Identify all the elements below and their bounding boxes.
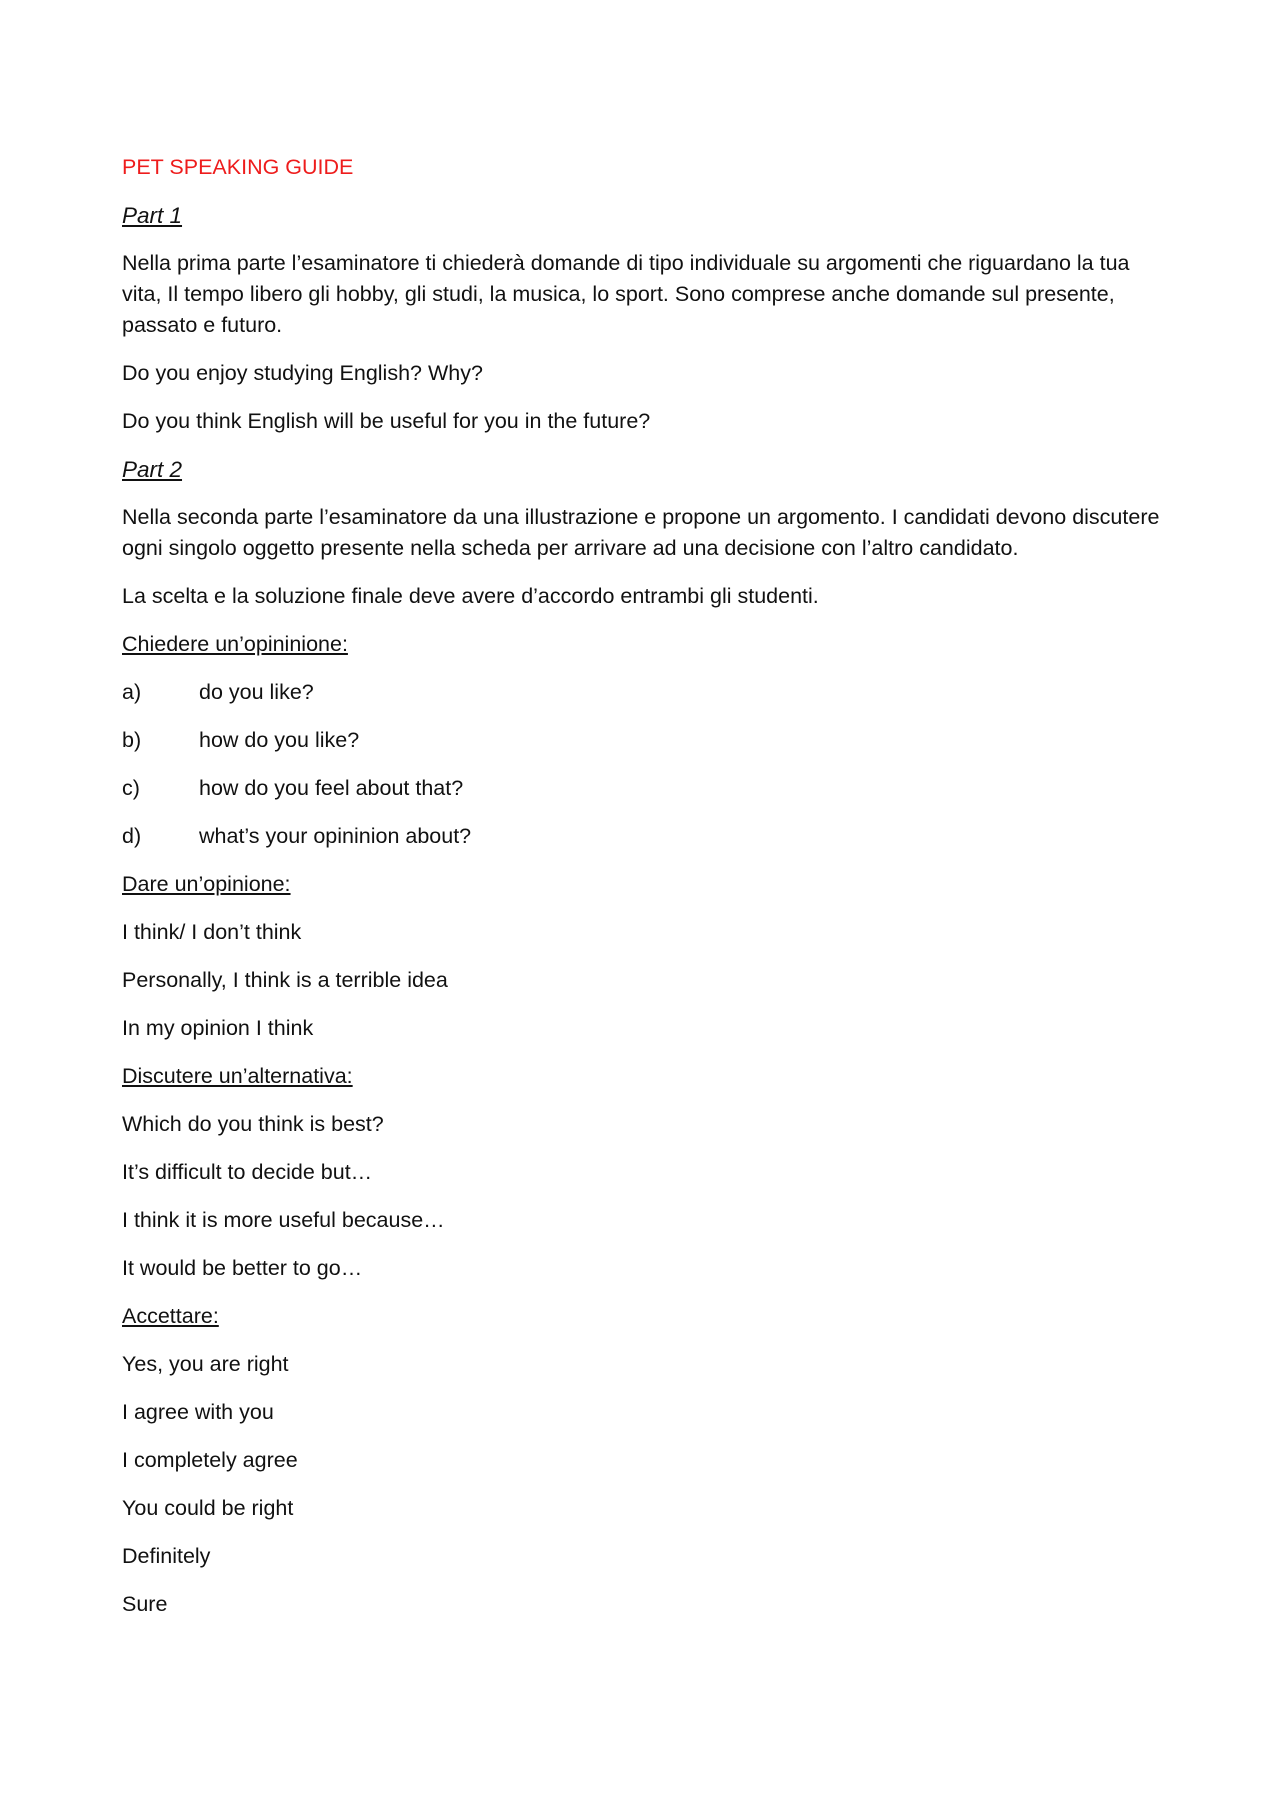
part1-question: Do you think English will be useful for you in the future? — [122, 409, 651, 433]
asking-opinion-heading: Chiedere un’opininione: — [122, 632, 348, 656]
giving-opinion-heading: Dare un’opinione: — [122, 872, 291, 896]
phrase: I agree with you — [122, 1400, 274, 1424]
phrase: In my opinion I think — [122, 1016, 314, 1040]
list-item-letter: c) — [122, 776, 140, 800]
list-item — [122, 773, 1162, 804]
document-page — [122, 152, 1162, 1637]
phrase: Definitely — [122, 1544, 211, 1568]
part2-note: La scelta e la soluzione finale deve avere d’accordo entrambi gli studenti. — [122, 584, 819, 608]
list-item-text: do you like? — [199, 680, 314, 704]
phrase: I think it is more useful because… — [122, 1208, 445, 1232]
list-item-text: how do you feel about that? — [199, 776, 464, 800]
phrase: You could be right — [122, 1496, 294, 1520]
phrase: I completely agree — [122, 1448, 298, 1472]
discussing-alternative-heading: Discutere un’alternativa: — [122, 1064, 353, 1088]
part2-heading: Part 2 — [122, 457, 183, 482]
list-item-letter: b) — [122, 728, 142, 752]
list-item — [122, 725, 1162, 756]
part1-heading: Part 1 — [122, 203, 183, 228]
list-item-text: what’s your opininion about? — [199, 824, 472, 848]
list-item-letter: a) — [122, 680, 142, 704]
phrase: It’s difficult to decide but… — [122, 1160, 373, 1184]
list-item-text: how do you like? — [199, 728, 360, 752]
part1-question: Do you enjoy studying English? Why? — [122, 361, 483, 385]
list-item — [122, 821, 1162, 852]
phrase: I think/ I don’t think — [122, 920, 302, 944]
phrase: Personally, I think is a terrible idea — [122, 968, 448, 992]
accepting-heading: Accettare: — [122, 1304, 219, 1328]
part2-intro: Nella seconda parte l’esaminatore da una illustrazione e propone un argomento. I candidati devono discutere ogni singolo oggetto presente nella scheda per arrivare ad una decisione con l’altro candidato. — [122, 505, 1160, 560]
phrase: Sure — [122, 1592, 168, 1616]
list-item — [122, 677, 1162, 708]
phrase: Yes, you are right — [122, 1352, 289, 1376]
document-title: PET SPEAKING GUIDE — [122, 155, 354, 179]
phrase: It would be better to go… — [122, 1256, 363, 1280]
part1-intro: Nella prima parte l’esaminatore ti chiederà domande di tipo individuale su argomenti che riguardano la tua vita, Il tempo libero gli hobby, gli studi, la musica, lo sport. Sono comprese anche domande sul presente, passato e futuro. — [122, 251, 1130, 337]
list-item-letter: d) — [122, 824, 142, 848]
phrase: Which do you think is best? — [122, 1112, 384, 1136]
